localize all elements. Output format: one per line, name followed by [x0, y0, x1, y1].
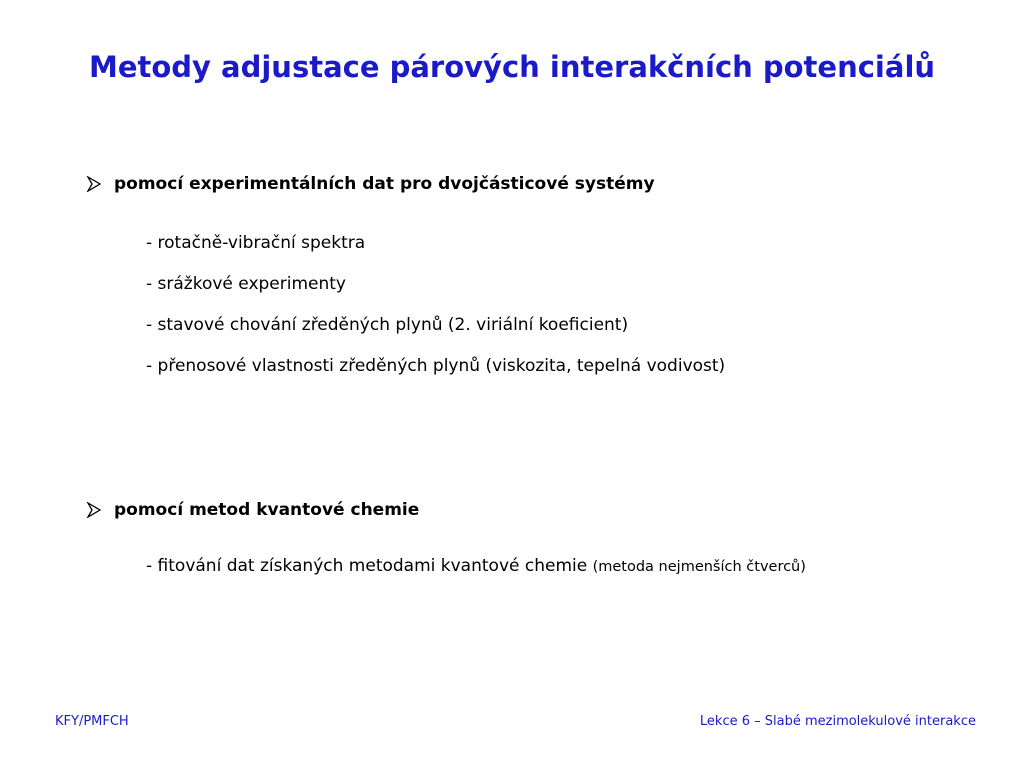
list-item-note: (metoda nejmenších čtverců) — [592, 559, 806, 575]
footer-course-code: KFY/PMFCH — [55, 714, 129, 729]
slide-title: Metody adjustace párových interakčních potenciálů — [88, 50, 936, 84]
footer-lecture-title: Lekce 6 – Slabé mezimolekulové interakce — [699, 714, 976, 729]
list-item: - srážkové experimenty — [146, 274, 346, 294]
arrowhead-bullet-icon — [86, 176, 102, 192]
arrowhead-bullet-icon — [86, 502, 102, 518]
list-item — [146, 556, 806, 576]
list-item: - stavové chování zředěných plynů (2. viriální koeficient) — [146, 315, 629, 335]
list-item-text: - fitování dat získaných metodami kvantové chemie — [146, 556, 588, 576]
section-experimental — [86, 174, 655, 194]
list-item: - rotačně-vibrační spektra — [146, 233, 366, 253]
list-item: - přenosové vlastnosti zředěných plynů (viskozita, tepelná vodivost) — [146, 356, 726, 376]
section-quantum-chemistry — [86, 500, 419, 520]
section-heading: pomocí experimentálních dat pro dvojčásticové systémy — [114, 174, 655, 194]
section-heading: pomocí metod kvantové chemie — [114, 500, 420, 520]
